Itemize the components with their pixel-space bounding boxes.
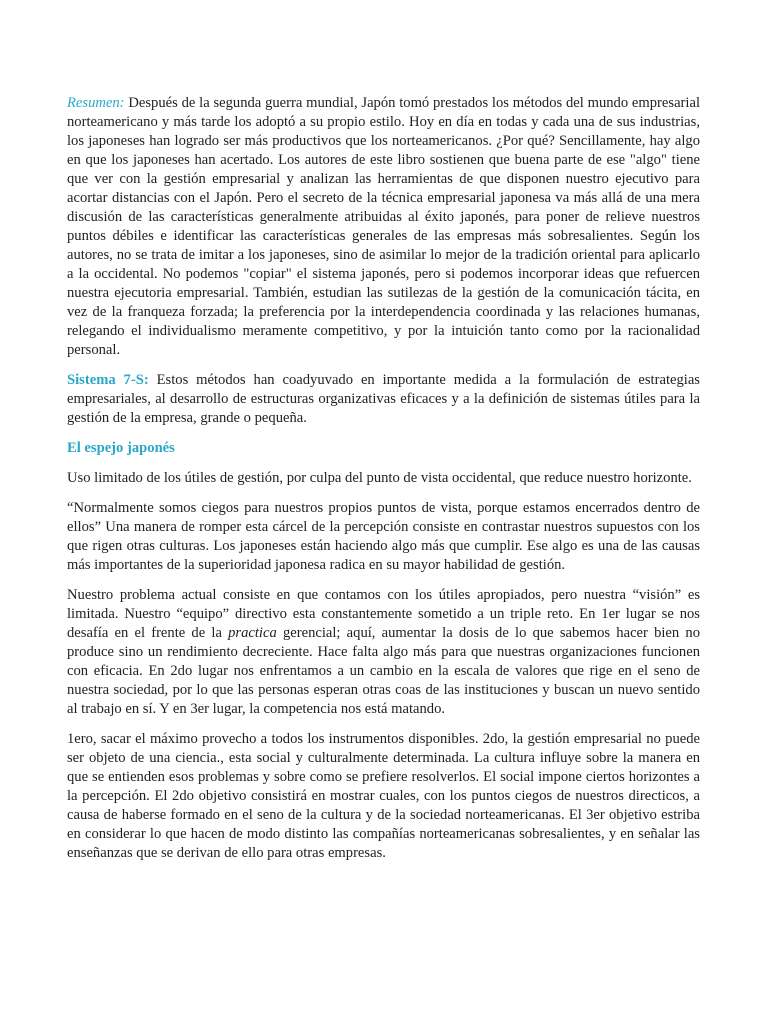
section-heading: El espejo japonés xyxy=(67,440,175,456)
document-page xyxy=(67,94,700,874)
paragraph-2: “Normalmente somos ciegos para nuestros propios puntos de vista, porque estamos encerrados dentro de ellos” Una manera de romper esta cárcel de la percepción consiste en contrastar nuestros supuestos con los que rigen otras culturas. Los japoneses están haciendo algo más que cumplir. Ese algo es una de las causas más importantes de la superioridad japonesa radica en su mayor habilidad de gestión. xyxy=(67,500,700,573)
sistema-label: Sistema 7-S: xyxy=(67,372,149,388)
paragraph-3-part-a: Nuestro problema actual consiste en que contamos con los útiles apropiados, pero nuestra “visión” es limitada. Nuestro “equipo” directivo esta constantemente sometido a un triple reto. En 1er lugar se nos desafía en el frente de la xyxy=(67,587,700,641)
paragraph-3-part-b: gerencial; aquí, aumentar la dosis de lo que sabemos hacer bien no produce sino un rendimiento decreciente. Hace falta algo más para que nuestras organizaciones funcionen con eficacia. En 2do lugar nos enfrentamos a un cambio en la escala de valores que rige en el seno de nuestra sociedad, por lo que las personas esperan otras coas de las instituciones y buscan un nuevo sentido al trabajo en sí. Y en 3er lugar, la competencia nos está matando. xyxy=(67,625,700,717)
sistema-text: Estos métodos han coadyuvado en importante medida a la formulación de estrategias empresariales, al desarrollo de estructuras organizativas eficaces y a la definición de sistemas útiles para la gestión de la empresa, grande o pequeña. xyxy=(67,372,700,426)
paragraph-1: Uso limitado de los útiles de gestión, por culpa del punto de vista occidental, que reduce nuestro horizonte. xyxy=(67,470,692,486)
resumen-label: Resumen: xyxy=(67,95,125,111)
paragraph-3 xyxy=(67,586,700,719)
paragraph-4: 1ero, sacar el máximo provecho a todos los instrumentos disponibles. 2do, la gestión empresarial no puede ser objeto de una ciencia., esta social y culturalmente determinada. La cultura influye sobre la manera en que se entienden esos problemas y sobre como se prefiere resolverlos. El social impone ciertos horizontes a la percepción. El 2do objetivo consistirá en mostrar cuales, con los puntos ciegos de nuestros directicos, a causa de haberse formado en el seno de la cultura y de la sociedad norteamericanas. El 3er objetivo estriba en considerar lo que hacen de modo distinto las compañías norteamericanas sobresalientes, y en señalar las enseñanzas que se derivan de ello para otras empresas. xyxy=(67,731,700,861)
paragraph-3-emphasis: practica xyxy=(228,625,277,641)
resumen-text: Después de la segunda guerra mundial, Japón tomó prestados los métodos del mundo empresarial norteamericano y más tarde los adoptó a su propio estilo. Hoy en día en todas y cada una de sus industrias, los japoneses han logrado ser más productivos que los norteamericanos. ¿Por qué? Sencillamente, hay algo en que los japoneses han acertado. Los autores de este libro sostienen que buena parte de ese "algo" tiene que ver con la gestión empresarial y analizan las herramientas de que disponen nuestro ejecutivo para acortar distancias con el Japón. Pero el secreto de la técnica empresarial japonesa va más allá de una mera discusión de las características generalmente atribuidas al éxito japonés, para poner de relieve nuestros puntos débiles e identificar las características generales de las empresas más sobresalientes. Según los autores, no se trata de imitar a los japoneses, sino de asimilar lo mejor de la tradición oriental para aplicarlo a la occidental. No podemos "copiar" el sistema japonés, pero si podemos incorporar ideas que refuercen nuestra ejecutoria empresarial. También, estudian las sutilezas de la gestión de la comunicación tácita, en vez de la franqueza forzada; la preferencia por la interdependencia coordinada y las relaciones humanas, relegando el individualismo meramente competitivo, y por la intuición tanto como por la racionalidad personal. xyxy=(67,95,700,358)
resumen-paragraph xyxy=(67,94,700,360)
sistema-paragraph xyxy=(67,371,700,428)
